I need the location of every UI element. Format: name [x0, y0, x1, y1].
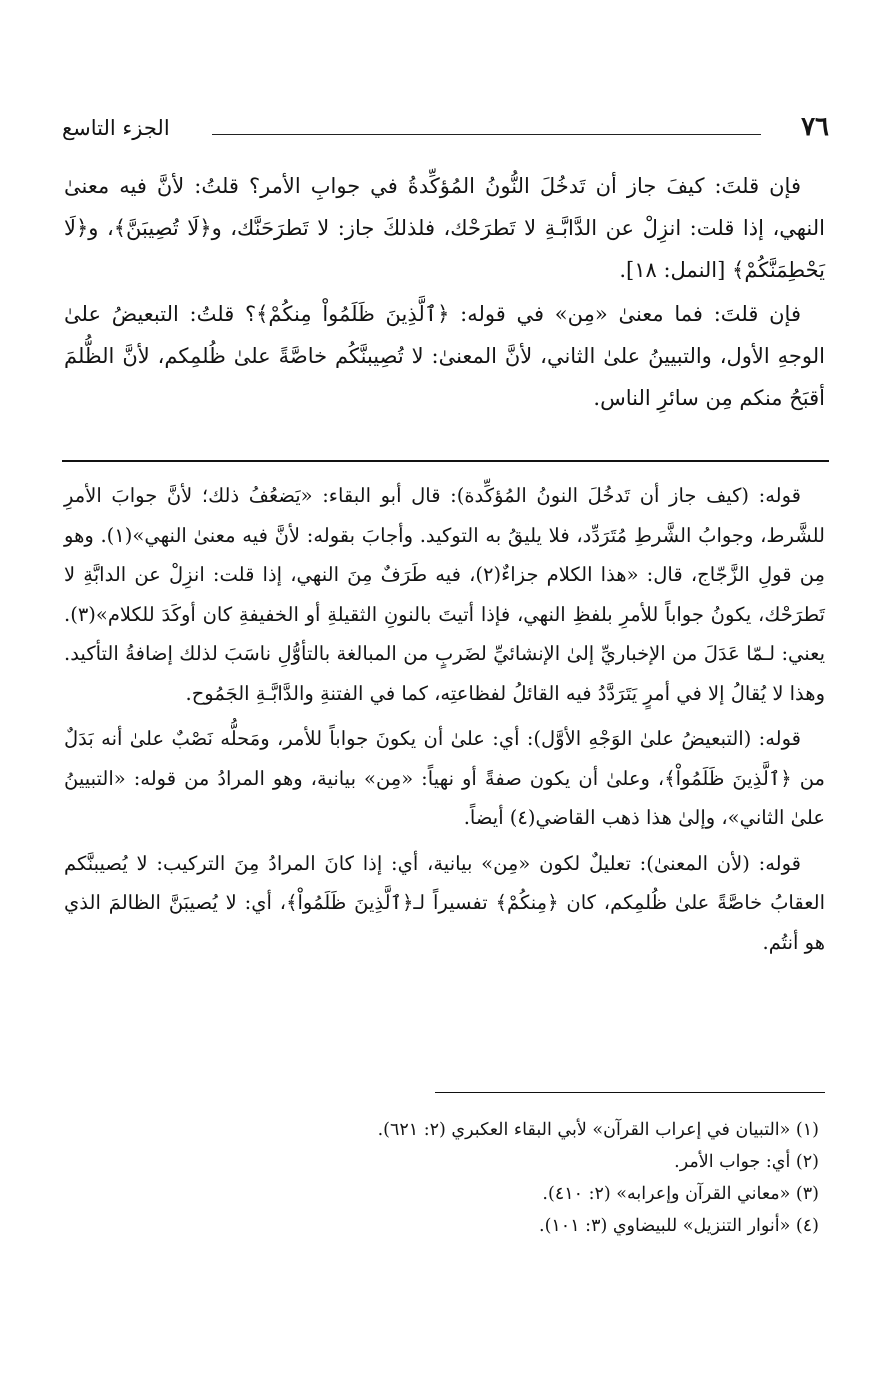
header-rule	[212, 134, 761, 135]
footnote-4: (٤) «أنوار التنزيل» للبيضاوي (٣: ١٠١).	[539, 1216, 819, 1236]
footnotes	[64, 1114, 825, 1242]
commentary-paragraph-3: قوله: (لأن المعنىٰ): تعليلٌ لكون «مِن» بيانية، أي: إذا كانَ المرادُ مِنَ التركيب: لا يُصيبنَّكم العقابُ خاصَّةً علىٰ ظُلمِكم، كان ﴿مِنكُمْ﴾ تفسيراً لـ﴿ٱلَّذِينَ ظَلَمُواْ﴾، أي: لا يُصيبَنَّ الظالمَ الذي هو أنتُم.	[64, 851, 825, 954]
page-number: ٧٦	[801, 112, 829, 142]
page-header	[62, 112, 829, 152]
commentary-paragraph-2: قوله: (التبعيضُ علىٰ الوَجْهِ الأوَّل): أي: علىٰ أن يكونَ جواباً للأمر، ومَحلُّه نَصْبٌ علىٰ أنه بَدَلٌ من ﴿ٱلَّذِينَ ظَلَمُواْ﴾، وعلىٰ أن يكون صفةً أو نهياً: «مِن» بيانية، وهو المرادُ من قوله: «التبيينُ علىٰ الثاني»، وإلىٰ هذا ذهب القاضي(٤) أيضاً.	[64, 727, 825, 829]
commentary	[64, 476, 825, 962]
running-title: الجزء التاسع	[62, 116, 170, 140]
footnote-1: (١) «التبيان في إعراب القرآن» لأبي البقاء العكبري (٢: ٦٢١).	[377, 1120, 819, 1140]
footnote-2: (٢) أي: جواب الأمر.	[674, 1152, 819, 1172]
commentary-paragraph-1: قوله: (كيف جاز أن تَدخُلَ النونُ المُؤكِّدة): قال أبو البقاء: «يَضعُفُ ذلك؛ لأنَّ جوابَ الأمرِ للشَّرط، وجوابُ الشَّرطِ مُتَرَدِّد، فلا يليقُ به التوكيد. وأجابَ بقوله: لأنَّ فيه معنىٰ النهي»(١). وهو مِن قولِ الزَّجّاج، قال: «هذا الكلام جزاءٌ(٢)، فيه طَرَفٌ مِنَ النهي، إذا قلت: انزِلْ عن الدابَّةِ لا تَطرَحْك، يكونُ جواباً للأمرِ بلفظِ النهي، فإذا أتيتَ بالنونِ الثقيلةِ أو الخفيفةِ كان أوكَدَ للكلام»(٣). يعني: لـمّا عَدَلَ من الإخباريِّ إلىٰ الإنشائيِّ لضَربٍ من المبالغة بالتأوُّلِ ناسَبَ لذلك إضافةُ التأكيد. وهذا لا يُقالُ إلا في أمرٍ يَتَرَدَّدُ فيه القائلُ لفظاعتِه، كما في الفتنةِ والدَّابَّـةِ الجَمُوح.	[64, 484, 825, 705]
footnote-3: (٣) «معاني القرآن وإعرابه» (٢: ٤١٠).	[542, 1184, 819, 1204]
main-paragraph-1: فإن قلتَ: كيفَ جاز أن تَدخُلَ النُّونُ المُؤكِّدةُ في جوابِ الأمر؟ قلتُ: لأنَّ فيه معنىٰ النهي، إذا قلت: انزِلْ عن الدَّابَّـةِ لا تَطرَحْك، فلذلكَ جاز: لا تَطرَحَنَّك، و﴿لَا تُصِيبَنَّ﴾، و﴿لَا يَحْطِمَنَّكُمْ﴾ [النمل: ١٨].	[64, 174, 825, 282]
main-paragraph-2: فإن قلتَ: فما معنىٰ «مِن» في قوله: ﴿ٱلَّذِينَ ظَلَمُواْ مِنكُمْ﴾؟ قلتُ: التبعيضُ علىٰ الوجهِ الأول، والتبيينُ علىٰ الثاني، لأنَّ المعنىٰ: لا تُصِيبنَّكُم خاصَّةً علىٰ ظُلمِكم، لأنَّ الظُّلمَ أقبَحُ منكم مِن سائرِ الناس.	[64, 302, 825, 410]
text-commentary-divider	[62, 460, 829, 462]
main-text	[64, 165, 825, 419]
footnote-divider	[435, 1092, 825, 1093]
